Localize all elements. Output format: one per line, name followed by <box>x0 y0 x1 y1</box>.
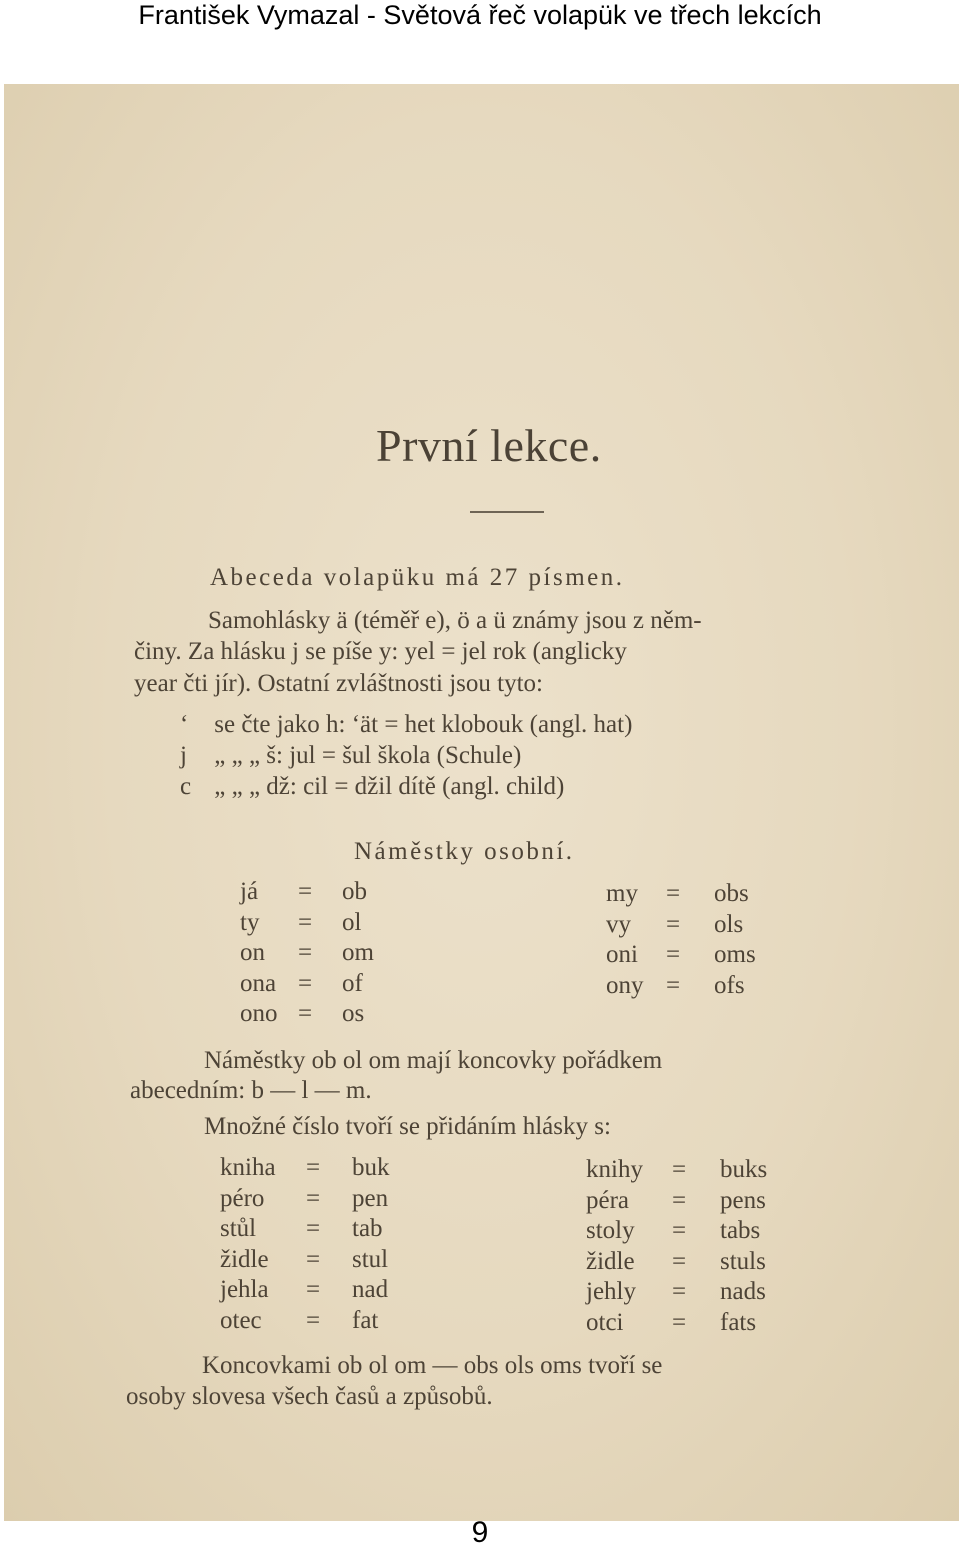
volapuk-word: ob <box>342 878 367 905</box>
cz-word: ony <box>606 971 644 999</box>
cz-word: židle <box>586 1247 635 1275</box>
volapuk-word: obs <box>714 880 749 907</box>
cz-word: stůl <box>220 1215 257 1242</box>
cz-word: péro <box>220 1184 265 1212</box>
pronouns-plural-table <box>606 879 756 1001</box>
table-row <box>606 879 756 910</box>
equals-sign: = <box>298 908 313 936</box>
table-row <box>586 1155 767 1186</box>
page-number: 9 <box>471 1516 489 1549</box>
special-letter-row <box>180 709 632 740</box>
intro-line-3: činy. Za hlásku j se píše y: yel = jel rok (anglicky <box>134 638 627 665</box>
conclusion-line-1: Koncovkami ob ol om — obs ols oms tvoří se <box>202 1352 663 1379</box>
volapuk-word: fat <box>352 1306 379 1334</box>
table-row <box>240 877 374 908</box>
table-row <box>240 999 374 1030</box>
cz-word: péra <box>586 1186 630 1214</box>
volapuk-word: buks <box>720 1156 768 1183</box>
plural-rule: Množné číslo tvoří se přidáním hlásky s: <box>204 1113 611 1140</box>
equals-sign: = <box>298 878 313 905</box>
equals-sign: = <box>672 1247 687 1275</box>
volapuk-word: buk <box>352 1154 390 1181</box>
table-row <box>606 940 756 971</box>
volapuk-word: stuls <box>720 1247 766 1275</box>
equals-sign: = <box>298 939 313 966</box>
special-text: „ „ „ dž: cil = džil dítě (angl. child) <box>214 773 565 800</box>
table-row <box>220 1153 390 1184</box>
volapuk-word: pen <box>352 1184 389 1212</box>
table-row <box>606 971 756 1002</box>
equals-sign: = <box>672 1308 687 1336</box>
endings-line-2: abecedním: b — l — m. <box>130 1077 372 1104</box>
equals-sign: = <box>306 1276 321 1303</box>
table-row <box>220 1306 390 1337</box>
equals-sign: = <box>306 1245 321 1273</box>
equals-sign: = <box>298 1000 313 1027</box>
special-letter: j <box>180 742 187 769</box>
cz-word: kniha <box>220 1154 276 1181</box>
table-row <box>586 1216 767 1247</box>
cz-word: stoly <box>586 1217 635 1244</box>
equals-sign: = <box>666 941 681 968</box>
volapuk-word: ol <box>342 908 362 936</box>
cz-word: my <box>606 880 638 907</box>
table-row <box>220 1245 390 1276</box>
equals-sign: = <box>306 1184 321 1212</box>
cz-word: oni <box>606 941 638 968</box>
table-row <box>586 1277 767 1308</box>
cz-word: jehla <box>220 1276 269 1303</box>
pronouns-singular-table <box>240 877 374 1030</box>
lesson-title: První lekce. <box>376 420 602 471</box>
table-row <box>240 969 374 1000</box>
cz-word: židle <box>220 1245 269 1273</box>
volapuk-word: stul <box>352 1245 389 1273</box>
equals-sign: = <box>666 910 681 938</box>
table-row <box>586 1186 767 1217</box>
equals-sign: = <box>666 880 681 907</box>
cz-word: ona <box>240 969 277 997</box>
nouns-plural-table <box>586 1155 767 1338</box>
cz-word: otec <box>220 1306 262 1334</box>
special-letter: c <box>180 773 192 800</box>
intro-line-1-text: Abeceda volapüku má 27 písmen. <box>210 564 625 591</box>
volapuk-word: om <box>342 939 374 966</box>
intro-line-1 <box>210 562 625 593</box>
special-text: „ „ „ š: jul = šul škola (Schule) <box>214 742 522 769</box>
title-divider <box>470 511 544 513</box>
table-row <box>606 910 756 941</box>
equals-sign: = <box>306 1215 321 1242</box>
equals-sign: = <box>672 1217 687 1244</box>
cz-word: jehly <box>586 1278 636 1305</box>
equals-sign: = <box>306 1154 321 1181</box>
special-letter-row <box>180 771 564 802</box>
equals-sign: = <box>672 1186 687 1214</box>
table-row <box>240 908 374 939</box>
table-row <box>220 1275 390 1306</box>
special-text: se čte jako h: ʻät = het klobouk (angl. hat) <box>214 711 633 738</box>
cz-word: knihy <box>586 1156 643 1183</box>
cz-word: ono <box>240 1000 278 1027</box>
intro-line-4: year čti jír). Ostatní zvláštnosti jsou tyto: <box>134 670 543 697</box>
scanned-page <box>4 84 959 1521</box>
table-row <box>220 1214 390 1245</box>
equals-sign: = <box>666 971 681 999</box>
volapuk-word: ols <box>714 910 744 938</box>
special-letter-row <box>180 740 521 771</box>
cz-word: on <box>240 939 265 966</box>
volapuk-word: tab <box>352 1215 383 1242</box>
nouns-singular-table <box>220 1153 390 1336</box>
special-letter: ʻ <box>180 711 189 738</box>
equals-sign: = <box>306 1306 321 1334</box>
intro-line-2: Samohlásky ä (téměř e), ö a ü známy jsou z něm- <box>208 607 702 634</box>
cz-word: ty <box>240 908 260 936</box>
cz-word: otci <box>586 1308 624 1336</box>
equals-sign: = <box>298 969 313 997</box>
volapuk-word: ofs <box>714 971 745 999</box>
equals-sign: = <box>672 1278 687 1305</box>
volapuk-word: fats <box>720 1308 757 1336</box>
equals-sign: = <box>672 1156 687 1183</box>
table-row <box>586 1308 767 1339</box>
volapuk-word: os <box>342 1000 365 1027</box>
table-row <box>586 1247 767 1278</box>
volapuk-word: tabs <box>720 1217 761 1244</box>
volapuk-word: pens <box>720 1186 766 1214</box>
conclusion-line-2: osoby slovesa všech časů a způsobů. <box>126 1383 493 1410</box>
volapuk-word: nad <box>352 1276 389 1303</box>
document-title: František Vymazal - Světová řeč volapük ve třech lekcích <box>138 0 822 30</box>
cz-word: já <box>240 878 259 905</box>
table-row <box>220 1184 390 1215</box>
volapuk-word: of <box>342 969 363 997</box>
pronouns-heading: Náměstky osobní. <box>354 838 575 865</box>
table-row <box>240 938 374 969</box>
volapuk-word: nads <box>720 1278 766 1305</box>
endings-line-1: Náměstky ob ol om mají koncovky pořádkem <box>204 1047 663 1074</box>
cz-word: vy <box>606 910 631 938</box>
volapuk-word: oms <box>714 941 756 968</box>
